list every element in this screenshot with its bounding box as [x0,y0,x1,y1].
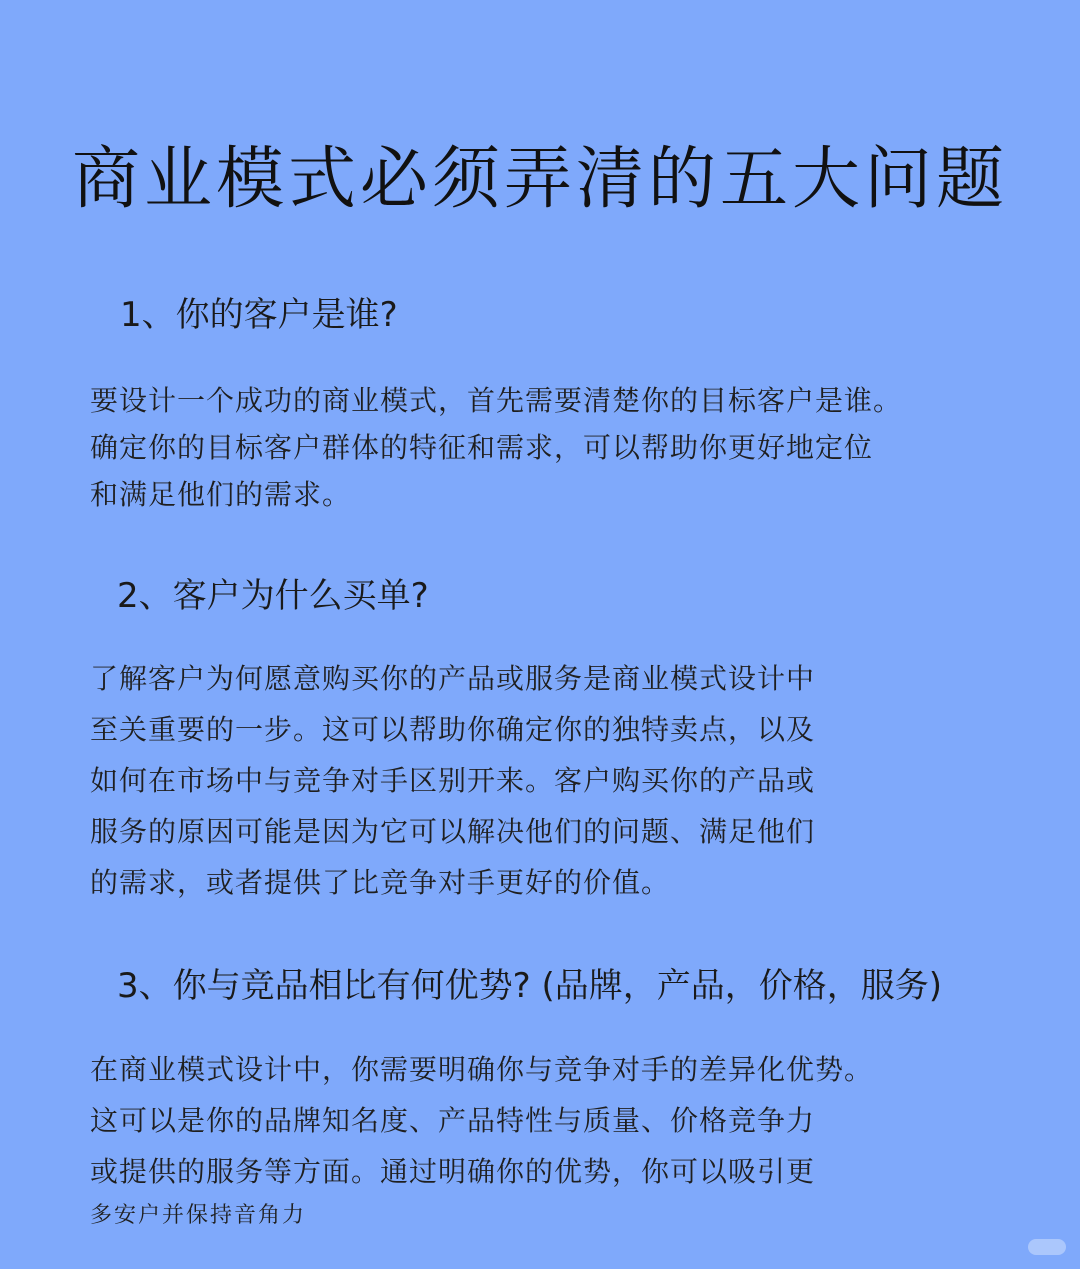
section-heading-2: 2、客户为什么买单? [117,576,429,616]
paragraph-line: 至关重要的一步。这可以帮助你确定你的独特卖点，以及 [90,713,816,746]
section-paragraph-2 [90,653,815,908]
paragraph-line: 的需求，或者提供了比竞争对手更好的价值。 [90,866,671,899]
cropped-footnote-line: 多安户并保持音角力 [90,1203,307,1228]
watermark-badge [1028,1239,1066,1255]
paragraph-line: 了解客户为何愿意购买你的产品或服务是商业模式设计中 [90,662,816,695]
paragraph-line: 服务的原因可能是因为它可以解决他们的问题、满足他们 [90,815,816,848]
paragraph-line: 或提供的服务等方面。通过明确你的优势，你可以吸引更 [90,1155,816,1188]
section-heading-1: 1、你的客户是谁? [120,295,398,335]
page-title: 商业模式必须弄清的五大问题 [71,140,1008,219]
section-heading-3: 3、你与竞品相比有何优势? (品牌，产品，价格，服务) [117,966,943,1006]
paragraph-line: 这可以是你的品牌知名度、产品特性与质量、价格竞争力 [90,1104,816,1137]
paragraph-line: 如何在市场中与竞争对手区别开来。客户购买你的产品或 [90,764,816,797]
paragraph-line: 要设计一个成功的商业模式，首先需要清楚你的目标客户是谁。 [90,384,903,417]
paragraph-line: 确定你的目标客户群体的特征和需求，可以帮助你更好地定位 [90,431,874,464]
paragraph-line: 在商业模式设计中，你需要明确你与竞争对手的差异化优势。 [90,1053,874,1086]
section-paragraph-1 [90,377,902,518]
paragraph-line: 和满足他们的需求。 [90,478,352,511]
section-paragraph-3 [90,1044,873,1197]
